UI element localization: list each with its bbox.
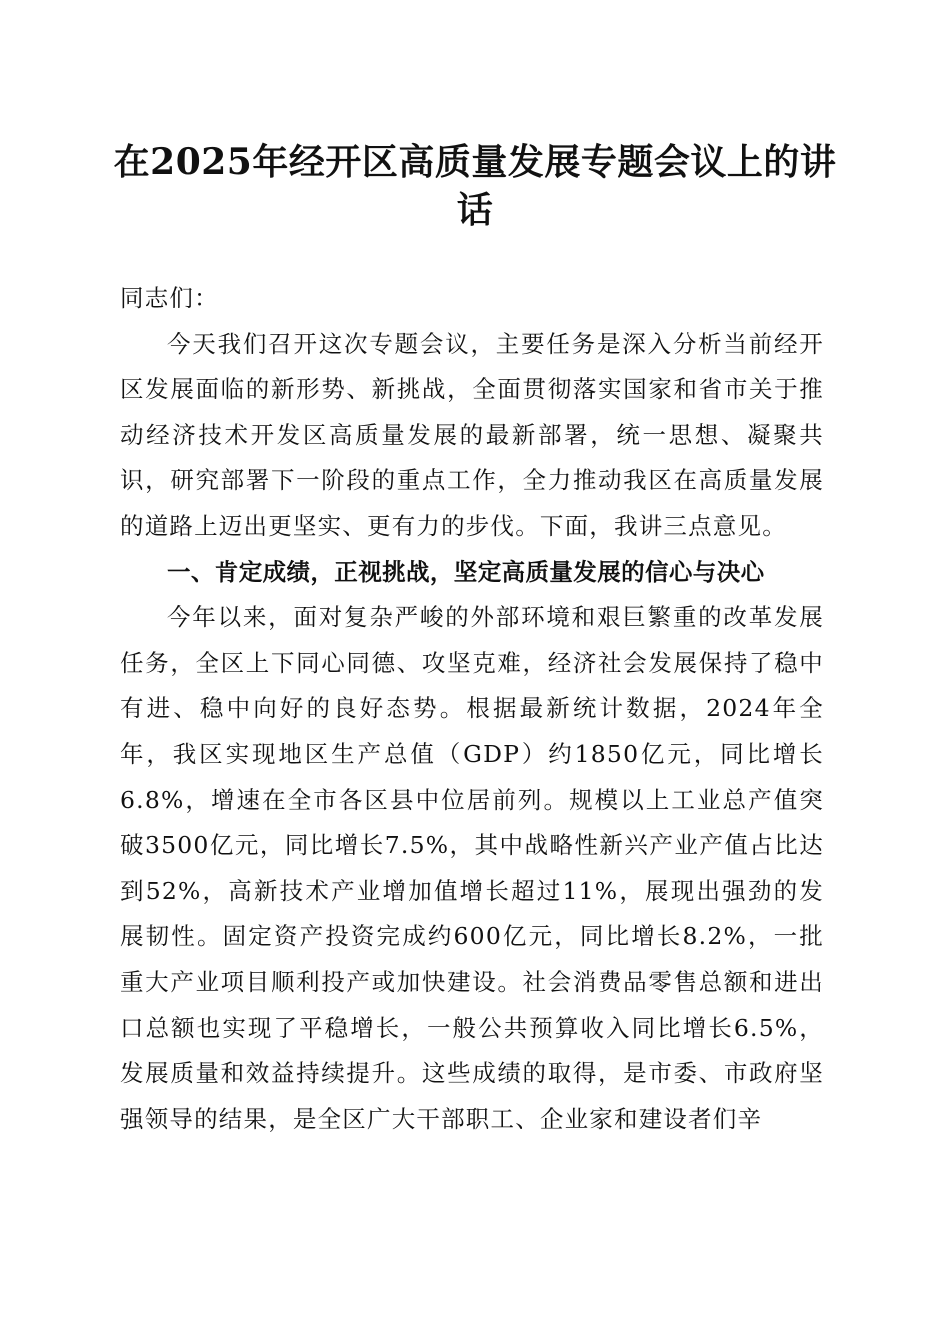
section-paragraph: 今年以来，面对复杂严峻的外部环境和艰巨繁重的改革发展任务，全区上下同心同德、攻坚克难，经济社会发展保持了稳中有进、稳中向好的良好态势。根据最新统计数据，2024年全年，我区实现地区生产总值（GDP）约1850亿元，同比增长6.8%，增速在全市各区县中位居前列。规模以上工业总产值突破3500亿元，同比增长7.5%，其中战略性新兴产业产值占比达到52%，高新技术产业增加值增长超过11%，展现出强劲的发展韧性。固定资产投资完成约600亿元，同比增长8.2%，一批重大产业项目顺利投产或加快建设。社会消费品零售总额和进出口总额也实现了平稳增长，一般公共预算收入同比增长6.5%，发展质量和效益持续提升。这些成绩的取得，是市委、市政府坚强领导的结果，是全区广大干部职工、企业家和建设者们辛	[120, 603, 824, 1133]
salutation: 同志们：	[120, 284, 219, 312]
document-body	[120, 276, 824, 1142]
document-title: 在2025年经开区高质量发展专题会议上的讲话	[113, 141, 837, 231]
section-heading: 一、肯定成绩，正视挑战，坚定高质量发展的信心与决心	[167, 557, 765, 586]
intro-paragraph: 今天我们召开这次专题会议，主要任务是深入分析当前经开区发展面临的新形势、新挑战，全面贯彻落实国家和省市关于推动经济技术开发区高质量发展的最新部署，统一思想、凝聚共识，研究部署下一阶段的重点工作，全力推动我区在高质量发展的道路上迈出更坚实、更有力的步伐。下面，我讲三点意见。	[120, 329, 824, 540]
